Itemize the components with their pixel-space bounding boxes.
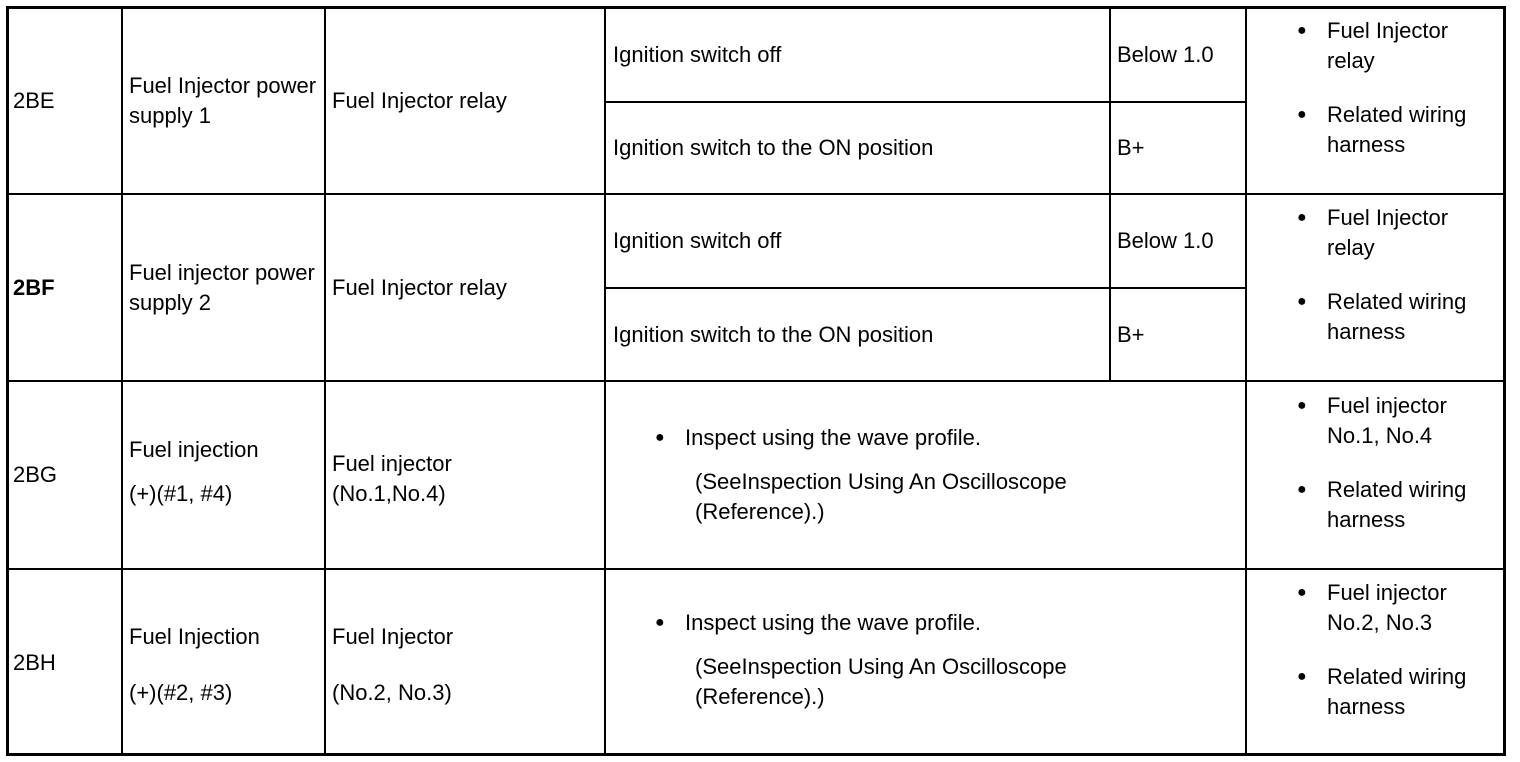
- signal-name: Fuel Injection: [129, 624, 260, 649]
- connected-to-cell: [332, 9, 602, 193]
- condition-cell: [613, 289, 1103, 380]
- voltage-cell: [1117, 9, 1242, 101]
- signal-name-suffix: (+)(#2, #3): [129, 680, 233, 705]
- condition-cell: [613, 103, 1103, 193]
- signal-name-cell: [129, 195, 319, 380]
- connected-to: Fuel injector: [332, 451, 452, 476]
- voltage-value: B+: [1117, 135, 1145, 160]
- row-divider: [9, 380, 1503, 382]
- signal-name-cell: [129, 622, 319, 708]
- voltage-column-divider: [1109, 9, 1111, 380]
- signal-name: Fuel injection: [129, 437, 259, 462]
- inspection-item: ● Related wiring harness: [1297, 100, 1477, 160]
- connected-to-cell: [332, 449, 602, 509]
- inspection-item: ● Related wiring harness: [1297, 662, 1477, 722]
- signal-name-cell: [129, 9, 319, 193]
- inspection-item: ● Fuel injector No.2, No.3: [1297, 578, 1477, 638]
- inspection-item: ● Fuel Injector relay: [1297, 16, 1477, 76]
- connected-to-cell: [332, 622, 602, 708]
- condition-cell: [613, 9, 1103, 101]
- table-row-2bg: [13, 382, 118, 568]
- signal-name: Fuel Injector power supply 1: [129, 73, 317, 128]
- connected-to: Fuel Injector relay: [332, 88, 507, 113]
- condition-cell: [613, 195, 1103, 287]
- column-divider: [324, 9, 326, 753]
- signal-name: Fuel injector power supply 2: [129, 259, 315, 315]
- signal-name-suffix: (+)(#1, #4): [129, 481, 233, 506]
- condition-text: Ignition switch to the ON position: [613, 135, 934, 160]
- connected-to-detail: (No.1,No.4): [332, 481, 446, 506]
- signal-name-cell: [129, 435, 319, 509]
- row-divider: [9, 568, 1503, 570]
- terminal-cell: 2BG: [13, 462, 58, 487]
- inspection-item: ● Related wiring harness: [1297, 475, 1477, 535]
- inspection-item: ● Fuel Injector relay: [1297, 203, 1477, 263]
- inspection-method-cell: [655, 608, 1215, 712]
- inspection-items-cell: [1297, 578, 1497, 722]
- inspection-item: ● Fuel injector No.1, No.4: [1297, 391, 1477, 451]
- inspection-items-cell: [1297, 391, 1497, 535]
- reference-note: (SeeInspection Using An Oscilloscope (Reference).): [695, 469, 1067, 524]
- voltage-cell: [1117, 103, 1242, 193]
- voltage-value: B+: [1117, 321, 1145, 347]
- condition-text: Ignition switch to the ON position: [613, 321, 934, 347]
- connected-to-detail: (No.2, No.3): [332, 680, 452, 705]
- condition-text: Ignition switch off: [613, 228, 782, 253]
- inspection-method-bullet: ● Inspect using the wave profile.: [655, 608, 1215, 638]
- table-row-2bf: [13, 195, 118, 380]
- voltage-cell: [1117, 289, 1242, 380]
- table-row-2bh: [13, 570, 118, 756]
- terminal-cell: 2BH: [13, 650, 56, 675]
- reference-note: (SeeInspection Using An Oscilloscope (Reference).): [695, 654, 1067, 709]
- condition-text: Ignition switch off: [613, 42, 782, 67]
- inspection-item: ● Related wiring harness: [1297, 287, 1477, 347]
- inspection-method-bullet: ● Inspect using the wave profile.: [655, 423, 1215, 453]
- column-divider: [1245, 9, 1247, 753]
- voltage-value: Below 1.0: [1117, 228, 1214, 253]
- terminal-cell: 2BF: [13, 274, 55, 300]
- inspection-items-cell: [1297, 203, 1497, 347]
- connected-to: Fuel Injector relay: [332, 274, 507, 300]
- voltage-cell: [1117, 195, 1242, 287]
- table-row-2be: [13, 9, 118, 193]
- terminal-inspection-table: [6, 6, 1506, 756]
- column-divider: [121, 9, 123, 753]
- column-divider: [604, 9, 606, 753]
- inspection-method-cell: [655, 423, 1215, 527]
- connected-to-cell: [332, 195, 602, 380]
- voltage-value: Below 1.0: [1117, 42, 1214, 67]
- connected-to: Fuel Injector: [332, 624, 454, 649]
- inspection-items-cell: [1297, 16, 1497, 160]
- terminal-cell: 2BE: [13, 88, 55, 113]
